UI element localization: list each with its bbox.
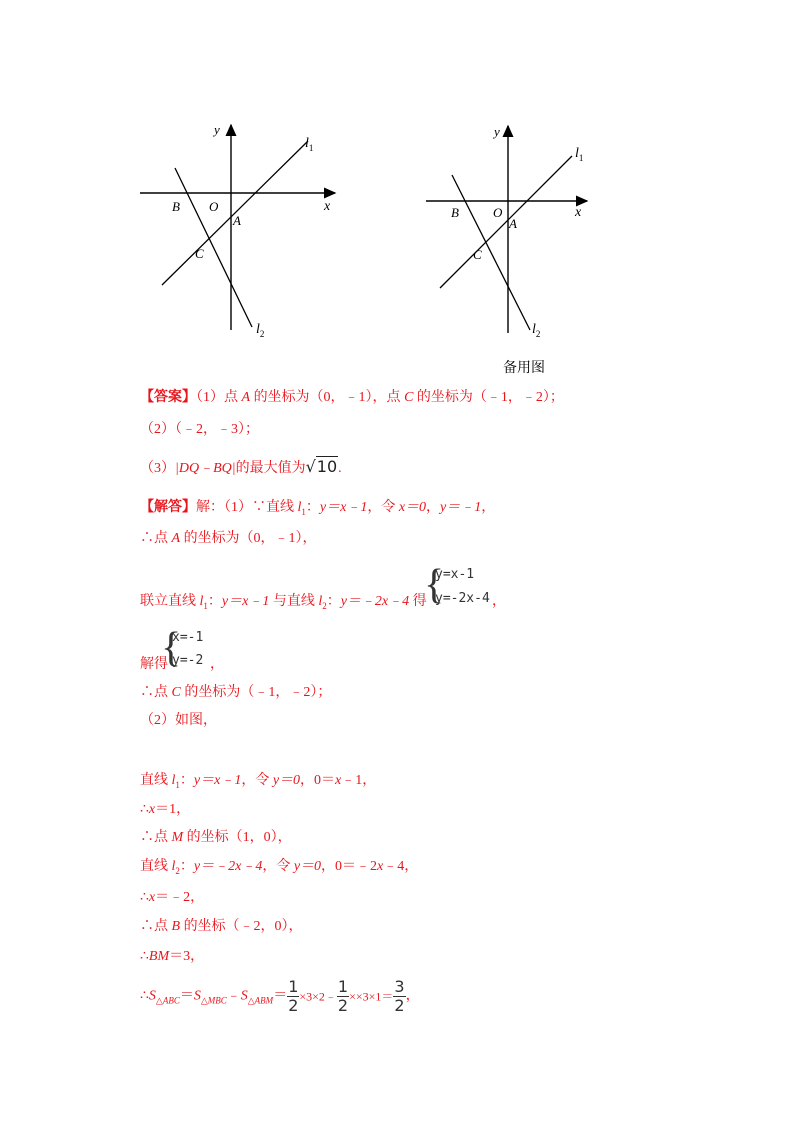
system-end-2: ，: [210, 657, 224, 672]
answer-line-2: （2）（﹣2，﹣3）；: [140, 422, 259, 437]
line-l2: [175, 168, 252, 327]
system-eq-2: y=-2x-4: [435, 591, 490, 606]
solution-line-11: ∴x＝﹣2，: [140, 890, 205, 905]
solution-line-8: ∴x＝1，: [140, 802, 191, 817]
label-l2: $l_2$: [256, 322, 265, 339]
label-y: y: [214, 122, 220, 137]
answer-line-3: （3）|DQ﹣BQ|的最大值为√10.: [140, 457, 342, 476]
system-brace-1: {: [424, 562, 445, 608]
solution-line-7: 直线 $l_1$：y＝x﹣1，令 y＝0，0＝x﹣1，: [140, 773, 377, 790]
label-l1: $l_1$: [305, 136, 314, 153]
label-l2: $l_2$: [532, 322, 541, 339]
answer-line-1: 【答案】（1）点 A 的坐标为（0，﹣1），点 C 的坐标为（﹣1，﹣2）；: [140, 390, 564, 405]
sqrt-10: √10: [305, 457, 338, 476]
label-A: A: [233, 213, 241, 228]
label-B: B: [451, 205, 459, 220]
solution-line-2: ∴点 A 的坐标为（0，﹣1），: [140, 531, 317, 546]
label-origin: O: [493, 205, 503, 220]
label-l1: $l_1$: [575, 146, 584, 163]
solution-line-3: 联立直线 $l_1$：y＝x﹣1 与直线 $l_2$：y＝﹣2x﹣4 得: [140, 594, 427, 611]
solution-line-5: ∴点 C 的坐标为（﹣1，﹣2）；: [140, 685, 332, 700]
fraction-one-half-b: $\frac{1}{2}$: [337, 977, 349, 1015]
line-l2: [452, 175, 530, 330]
coordinate-figure-right: [420, 120, 600, 345]
label-C: C: [195, 246, 204, 261]
solution-line-10: 直线 $l_2$：y＝﹣2x﹣4，令 y＝0，0＝﹣2x﹣4，: [140, 859, 419, 876]
system-brace-2: {: [161, 625, 182, 671]
label-y: y: [494, 124, 500, 139]
coordinate-figure-left: [130, 115, 350, 350]
figure-caption: 备用图: [503, 361, 545, 376]
label-A: A: [509, 216, 517, 231]
solution-line-12: ∴点 B 的坐标（﹣2，0），: [140, 919, 303, 934]
system-end-1: ，: [492, 594, 506, 609]
system-sol-1: x=-1: [172, 630, 204, 645]
system-sol-2: y=-2: [172, 653, 204, 668]
solution-line-13: ∴BM＝3，: [140, 949, 205, 964]
label-x: x: [575, 205, 582, 220]
label-B: B: [172, 199, 180, 214]
solution-line-4: 解得: [140, 657, 168, 672]
label-x: x: [324, 199, 331, 214]
system-eq-1: y=x-1: [435, 567, 475, 582]
label-C: C: [473, 247, 482, 262]
solution-line-1: 【解答】解：（1）∵直线 $l_1$：y＝x﹣1，令 x＝0，y＝﹣1，: [140, 500, 496, 517]
solution-line-9: ∴点 M 的坐标（1，0），: [140, 830, 292, 845]
solution-line-6: （2）如图，: [140, 713, 217, 728]
solution-line-14: $\therefore S_{\triangle ABC}=S_{\triangle MBC}﹣S_{\triangle ABM}=$ $\frac{1}{2}$ ×3×2﹣ $\frac{1}{2}$ ××3×1＝ $\frac{3}{2}$ ，: [140, 977, 420, 1015]
answer-tag: 【答案】: [140, 390, 196, 405]
fraction-one-half-a: $\frac{1}{2}$: [288, 977, 299, 1015]
line-l1: [440, 156, 572, 288]
label-origin: O: [209, 199, 219, 214]
solution-tag: 【解答】: [140, 500, 196, 515]
fraction-three-halves: $\frac{3}{2}$: [394, 977, 405, 1015]
